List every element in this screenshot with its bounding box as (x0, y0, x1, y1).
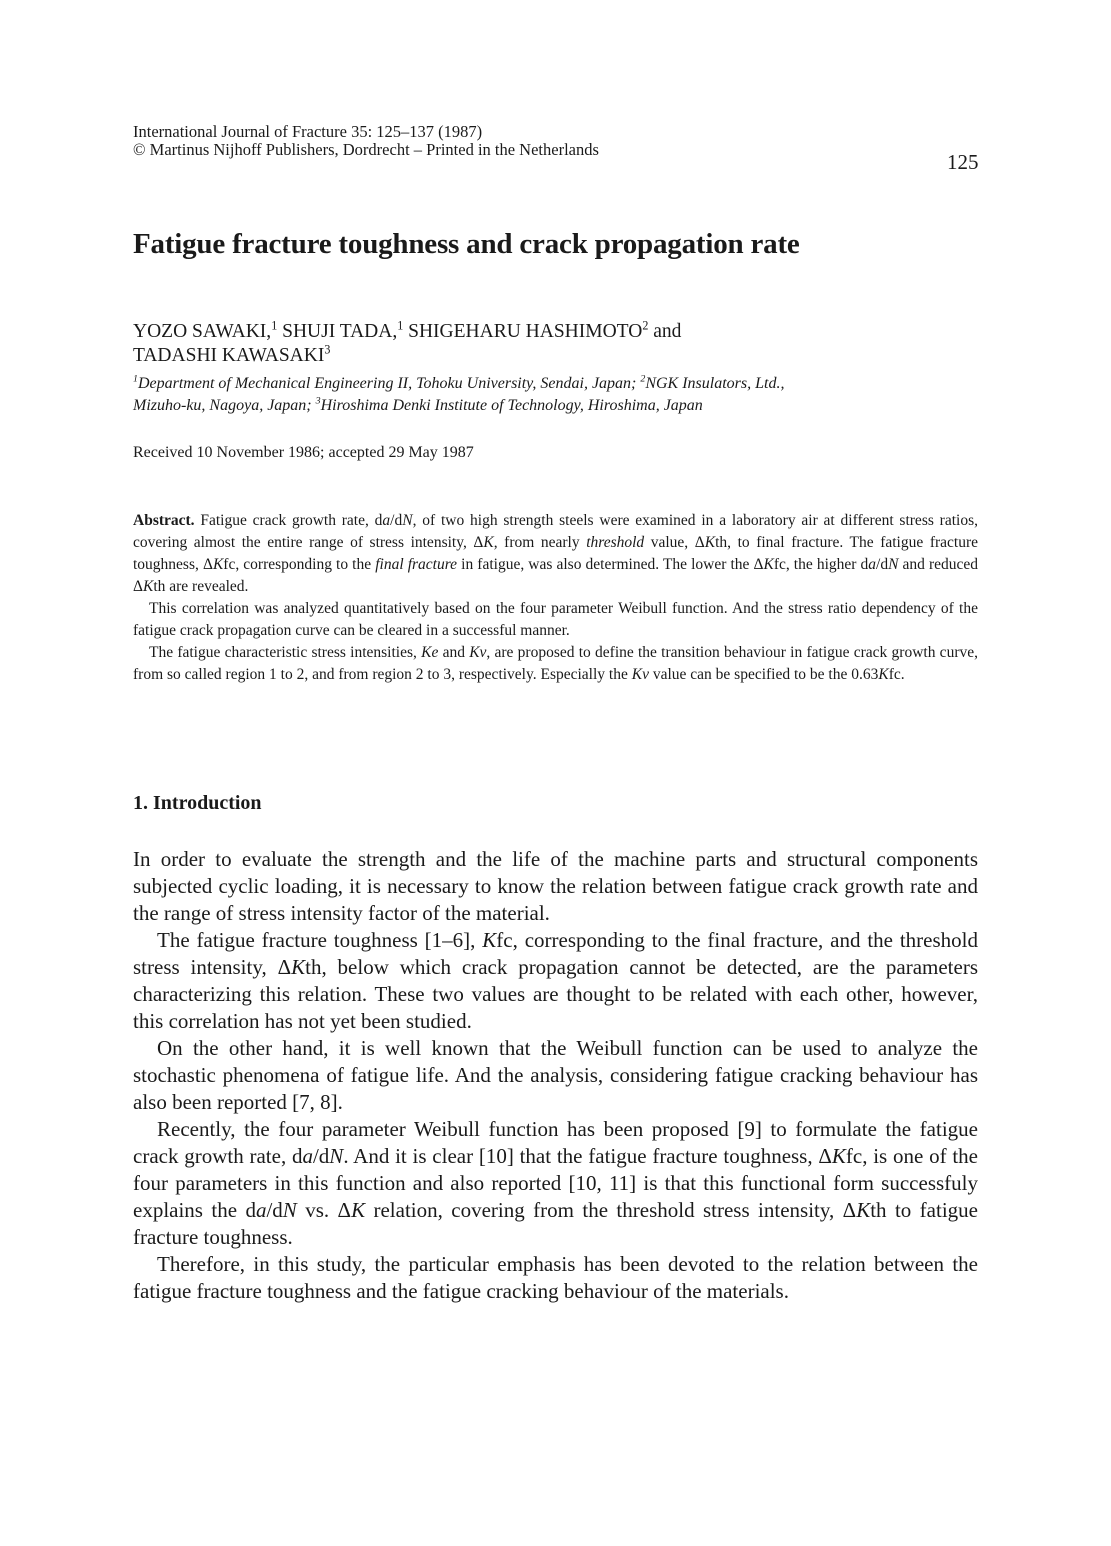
abstract-paragraph (133, 510, 978, 598)
author-line-1 (133, 320, 681, 344)
math-symbol: Ke (421, 644, 439, 661)
abstract-text: The fatigue characteristic stress intensities, (149, 644, 422, 661)
journal-header (133, 123, 599, 159)
body-paragraph: In order to evaluate the strength and the life of the machine parts and structural components subjected cyclic loading, it is necessary to know the relation between fatigue crack growth rate and the range of stress intensity factor of the material. (133, 847, 978, 925)
body-text: vs. Δ (296, 1198, 352, 1222)
abstract-text: th are revealed. (153, 578, 249, 595)
math-symbol: a (255, 1198, 267, 1222)
math-symbol: K (763, 556, 774, 573)
math-symbol: K (482, 928, 497, 952)
section-body (133, 846, 978, 1305)
abstract-text: Fatigue crack growth rate, d (194, 512, 383, 529)
affiliation-text: NGK Insulators, Ltd., (645, 375, 785, 392)
body-text: th, below which crack propagation cannot be detected, are the parameters characterizing this relation. These two values are thought to be related with each other, however, this correlation has not yet been studied. (133, 955, 978, 1033)
abstract-text: fc, corresponding to the (223, 556, 376, 573)
abstract-text: value, Δ (644, 534, 705, 551)
abstract-text: in fatigue, was also determined. The lower the Δ (457, 556, 764, 573)
math-symbol: K (704, 534, 716, 551)
abstract-text: /d (876, 556, 889, 573)
math-symbol: K (142, 578, 154, 595)
body-text: The fatigue fracture toughness [1–6], (157, 928, 483, 952)
abstract-paragraph (133, 642, 978, 686)
abstract-text: value can be specified to be the 0.63 (648, 666, 879, 683)
abstract-text: /d (390, 512, 403, 529)
abstract (133, 510, 978, 686)
author-name: YOZO SAWAKI, (133, 321, 272, 342)
emphasis: final fracture (375, 556, 458, 573)
math-symbol: Kv (469, 644, 487, 661)
author-name: SHIGEHARU HASHIMOTO (403, 321, 643, 342)
math-symbol: K (291, 955, 306, 979)
affiliation-text: Mizuho-ku, Nagoya, Japan; (133, 397, 316, 414)
paper-title: Fatigue fracture toughness and crack propagation rate (133, 228, 800, 260)
body-paragraph: On the other hand, it is well known that the Weibull function can be used to analyze the stochastic phenomena of fatigue life. And the analysis, considering fatigue cracking behaviour has also been reported [7, 8]. (133, 1036, 978, 1114)
author-name: TADASHI KAWASAKI (133, 345, 325, 366)
abstract-text: fc, the higher d (773, 556, 869, 573)
journal-citation: International Journal of Fracture 35: 125–137 (1987) (133, 122, 483, 141)
abstract-text: fc. (888, 666, 905, 683)
affiliation-marker: 2 (640, 373, 646, 385)
math-symbol: K (878, 666, 889, 683)
body-text: fc, is one of the four parameters in this function and also reported [10, 11] is that this functional form successfuly explains the d (133, 1144, 978, 1222)
body-paragraph (133, 1116, 978, 1251)
affiliation-marker: 1 (133, 373, 138, 385)
affiliation-line-1 (133, 373, 784, 395)
abstract-text: and (438, 644, 470, 661)
affiliation-marker: 1 (397, 318, 404, 333)
affiliations (133, 373, 784, 417)
body-text: . And it is clear [10] that the fatigue fracture toughness, Δ (343, 1144, 832, 1168)
math-symbol: K (483, 534, 494, 551)
math-symbol: Kv (631, 666, 649, 683)
affiliation-text: Department of Mechanical Engineering II, Tohoku University, Sendai, Japan; (137, 375, 641, 392)
math-symbol: N (402, 512, 413, 529)
affiliation-line-2 (133, 395, 784, 417)
body-text: th to fatigue fracture toughness. (133, 1198, 978, 1249)
math-symbol: a (302, 1144, 313, 1168)
page-number: 125 (947, 150, 979, 174)
section-heading: 1. Introduction (133, 792, 262, 814)
abstract-text: and reduced Δ (133, 556, 979, 595)
abstract-paragraph: This correlation was analyzed quantitatively based on the four parameter Weibull function. And the stress ratio dependency of the fatigue crack propagation curve can be cleared in a successful manner. (133, 600, 978, 639)
body-text: /d (312, 1144, 330, 1168)
affiliation-marker: 3 (324, 342, 331, 357)
body-paragraph: Therefore, in this study, the particular emphasis has been devoted to the relation between the fatigue fracture toughness and the fatigue cracking behaviour of the materials. (133, 1252, 978, 1303)
math-symbol: a (382, 512, 391, 529)
publisher-line: © Martinus Nijhoff Publishers, Dordrecht – Printed in the Netherlands (133, 140, 599, 159)
emphasis: threshold (586, 534, 645, 551)
received-date: Received 10 November 1986; accepted 29 May 1987 (133, 444, 474, 461)
author-list (133, 320, 681, 368)
abstract-text: , are proposed to define the transition behaviour in fatigue crack growth curve, from so called region 1 to 2, and from region 2 to 3, respectively. Especially the (133, 644, 978, 683)
abstract-text: th, to final fracture. The fatigue fracture toughness, Δ (133, 534, 979, 573)
math-symbol: a (868, 556, 877, 573)
affiliation-marker: 3 (315, 395, 321, 407)
author-line-2 (133, 344, 681, 368)
body-text: fc, corresponding to the final fracture, and the threshold stress intensity, Δ (133, 928, 978, 979)
body-paragraph (133, 927, 978, 1035)
author-conjunction: and (648, 321, 682, 342)
body-text: /d (266, 1198, 283, 1222)
math-symbol: K (856, 1198, 871, 1222)
affiliation-text: Hiroshima Denki Institute of Technology, Hiroshima, Japan (320, 397, 703, 414)
math-symbol: K (351, 1198, 366, 1222)
abstract-label: Abstract. (133, 512, 195, 529)
math-symbol: N (329, 1144, 344, 1168)
math-symbol: N (888, 556, 899, 573)
author-name: SHUJI TADA, (277, 321, 398, 342)
math-symbol: K (212, 556, 224, 573)
body-text: relation, covering from the threshold stress intensity, Δ (365, 1198, 857, 1222)
abstract-text: , of two high strength steels were examined in a laboratory air at different stress ratios, covering almost the entire range of stress intensity, Δ (133, 512, 978, 551)
affiliation-marker: 1 (271, 318, 278, 333)
abstract-text: , from nearly (493, 534, 587, 551)
affiliation-marker: 2 (642, 318, 649, 333)
math-symbol: K (831, 1144, 846, 1168)
body-text: Recently, the four parameter Weibull function has been proposed [9] to formulate the fatigue crack growth rate, d (133, 1117, 978, 1168)
math-symbol: N (282, 1198, 297, 1222)
